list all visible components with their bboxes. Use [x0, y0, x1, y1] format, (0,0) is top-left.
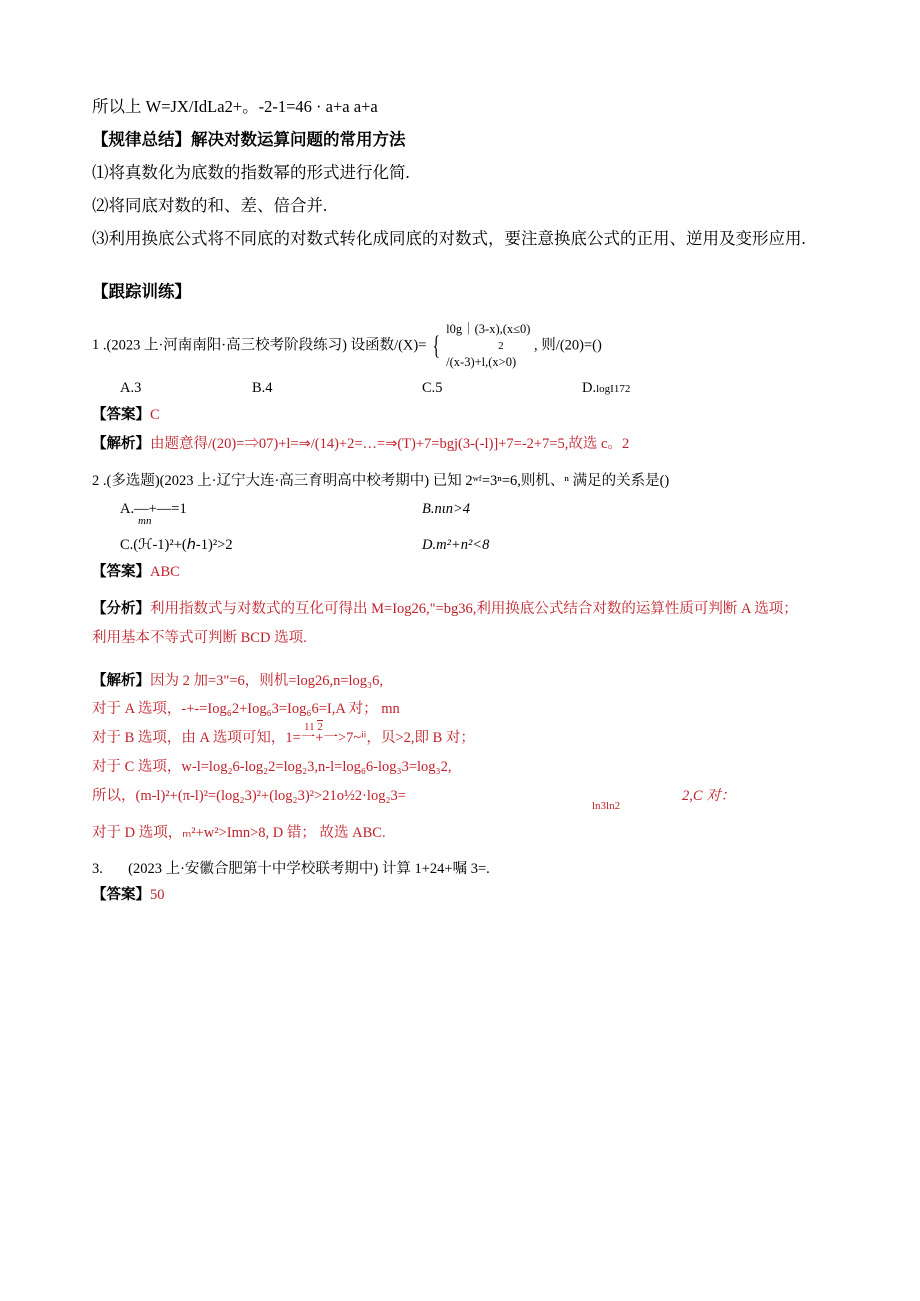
q3-answer-label: 【答案】: [92, 887, 150, 904]
q2-analysis-line-2-row: [92, 628, 832, 650]
q1-option-d-fraction: [596, 383, 630, 395]
question-2: [92, 471, 832, 493]
q2-analysis: [92, 599, 832, 621]
q2-solution: [92, 671, 832, 693]
q2-options-row2: [92, 534, 832, 556]
q2-solution-line-5: 所以，(m-l)²+(π-l)²=(log₂3)²+(log₂3)²>21o½2·log₂3=: [92, 787, 406, 804]
q1-answer-label: 【答案】: [92, 407, 150, 424]
q2-solution-frac-b-num: 11: [304, 721, 315, 734]
q2-answer-label: 【答案】: [92, 564, 150, 581]
q1-answer-value: C: [150, 407, 160, 424]
q1-solution-label: 【解析】: [92, 435, 150, 452]
q1-prompt: .(2023 上·河南南阳·高三校考阶段练习) 设函数/(X)=: [102, 337, 427, 354]
q2-solution-line-4: 对于 C 选项，w-l=log₂6-log₂2=log₂3,n-l=log₆6-log₃3=log₃2,: [92, 758, 452, 775]
q1-option-d[interactable]: [582, 377, 630, 400]
q1-solution: [92, 434, 832, 456]
q3-number: 3.: [92, 861, 103, 878]
q2-option-c[interactable]: C.(ℋ-1)²+(ℎ-1)²>2: [120, 537, 233, 554]
q1-piece-bottom: /(x-3)+l,(x>0): [446, 355, 517, 370]
q2-analysis-label: 【分析】: [92, 601, 150, 618]
q2-number: 2: [92, 472, 100, 489]
q2-solution-line-5-denominator: ln3ln2: [592, 799, 621, 812]
q1-tail: , 则/(20)=(): [534, 337, 602, 354]
q2-option-d[interactable]: D.m²+n²<8: [422, 537, 490, 554]
q2-answer: [92, 562, 832, 584]
question-3: [92, 859, 832, 881]
q2-solution-line-5-tail: 2,C 对：: [682, 787, 736, 804]
q2-option-a[interactable]: [120, 498, 187, 528]
summary-item-3: ⑶利用换底公式将不同底的对数式转化成同底的对数式，要注意换底公式的正用、逆用及变形应用.: [92, 228, 806, 248]
q2-analysis-line-2: 利用基本不等式可判断 BCD 选项.: [92, 629, 307, 646]
q1-answer: [92, 405, 832, 427]
q2-solution-line-4-row: [92, 757, 832, 779]
piecewise-brace: {: [432, 331, 441, 361]
q2-answer-value: ABC: [150, 564, 180, 581]
q2-analysis-line-1: 利用指数式与对数式的互化可得出 M=Iog26,"=bg36,利用换底公式结合对数的运算性质可判断 A 选项；: [150, 601, 798, 618]
q2-option-a-label: A.—+—=1: [120, 501, 187, 518]
q1-option-c[interactable]: C.5: [422, 380, 443, 397]
q2-option-b[interactable]: B.nιn>4: [422, 501, 471, 518]
practice-heading: 【跟踪训练】: [92, 281, 191, 301]
q2-option-a-sub: mn: [138, 515, 152, 528]
q2-solution-line-3-row: [92, 721, 832, 750]
q2-solution-line-5-row: [92, 786, 832, 816]
summary-item-1: ⑴将真数化为底数的指数幂的形式进行化简.: [92, 162, 410, 182]
q1-option-d-den: 2: [624, 382, 631, 395]
q3-prompt: (2023 上·安徽合肥第十中学校联考期中) 计算 1+24+嘱 3=.: [128, 861, 490, 878]
intro-line: 所以上 W=JX/IdLa2+。-2-1=46 · a+a a+a: [92, 97, 378, 116]
q2-solution-line-6-row: [92, 823, 832, 845]
q1-piecewise: [446, 321, 530, 372]
q1-piece-top-sub: 2: [498, 340, 504, 353]
q3-answer: [92, 885, 832, 907]
q1-number: 1: [92, 337, 100, 354]
summary-item-2: ⑵将同底对数的和、差、倍合并.: [92, 195, 328, 215]
q3-answer-value: 50: [150, 887, 165, 904]
q2-solution-fraction-b: [304, 721, 323, 733]
q2-solution-line-6: 对于 D 选项，ₘ²+w²>Imn>8, D 错； 故选 ABC.: [92, 824, 386, 841]
q1-option-b[interactable]: B.4: [252, 380, 273, 397]
q2-solution-line-2: 对于 A 选项，-+-=Iog₆2+Iog₆3=Iog₆6=I,A 对； mn: [92, 701, 400, 718]
q2-prompt: .(多选题)(2023 上·辽宁大连·高三育明高中校考期中) 已知 2ʷᶠ=3ⁿ=6,则机、ⁿ 满足的关系是(): [102, 472, 670, 489]
q1-options: [92, 377, 832, 399]
q1-option-d-label: D.: [582, 380, 597, 397]
q1-solution-text: 由题意得/(20)=⇒07)+l=⇒/(14)+2=…=⇒(T)+7=bgj(3-(-l)]+7=-2+7=5,故选 c。2: [150, 435, 630, 452]
q1-piece-top: l0g｜(3-x),(x≤0): [446, 321, 531, 336]
q2-solution-label: 【解析】: [92, 672, 150, 689]
q1-option-d-num: logI17: [596, 382, 625, 395]
summary-heading: 【规律总结】解决对数运算问题的常用方法: [92, 129, 406, 149]
document-content: [92, 95, 832, 914]
q2-solution-line-3: 对于 B 选项，由 A 选项可知，1=一+一>7~ⁱⁱ，贝>2,即 B 对；: [92, 730, 475, 747]
q2-solution-frac-b-den: 2: [317, 721, 323, 734]
q1-option-a[interactable]: A.3: [120, 380, 142, 397]
q2-solution-line-1: 因为 2 加=3"=6，则机=log26,n=log₃6,: [150, 672, 383, 689]
q2-solution-line-2-row: [92, 699, 832, 721]
q2-options-row1: [92, 498, 832, 528]
question-1: [92, 321, 832, 372]
